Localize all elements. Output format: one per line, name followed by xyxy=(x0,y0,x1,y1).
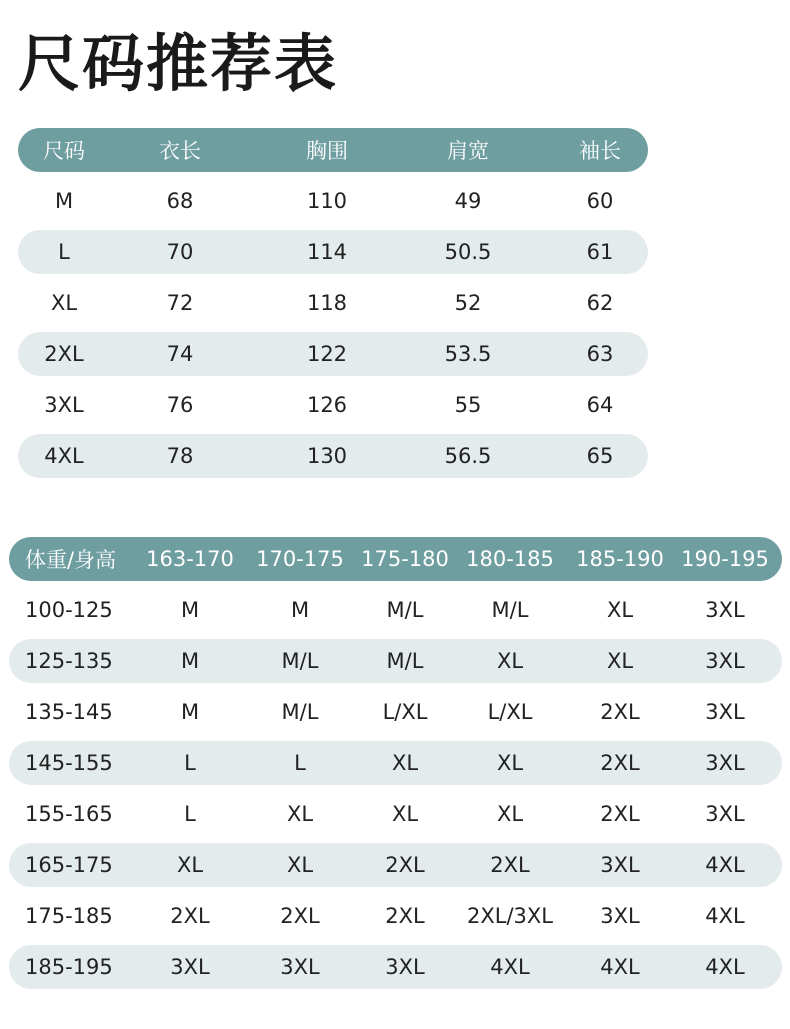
header-cell: 体重/身高 xyxy=(25,548,117,572)
table-cell: 64 xyxy=(586,393,614,417)
table-cell: 2XL xyxy=(280,904,320,928)
table-cell: 52 xyxy=(454,291,482,315)
table-cell: 65 xyxy=(586,444,614,468)
header-cell: 163-170 xyxy=(146,547,234,571)
table-cell: 3XL xyxy=(385,955,425,979)
table-cell: M xyxy=(54,189,74,213)
table-cell: 56.5 xyxy=(444,444,492,468)
table-cell: 68 xyxy=(166,189,194,213)
table-cell: 2XL xyxy=(490,853,530,877)
header-cell: 肩宽 xyxy=(447,139,489,163)
table-cell: 185-195 xyxy=(25,955,113,979)
table-cell: 3XL xyxy=(705,700,745,724)
table-cell: 55 xyxy=(454,393,482,417)
header-cell: 185-190 xyxy=(576,547,664,571)
table-cell: 62 xyxy=(586,291,614,315)
header-cell: 175-180 xyxy=(361,547,449,571)
header-cell: 180-185 xyxy=(466,547,554,571)
recommend-table-header xyxy=(9,537,782,581)
table-cell: 135-145 xyxy=(25,700,113,724)
page-title: 尺码推荐表 xyxy=(18,27,339,100)
table-cell: M/L xyxy=(491,598,529,622)
table-cell: 2XL xyxy=(600,700,640,724)
table-row xyxy=(18,434,648,478)
table-row xyxy=(18,179,648,223)
table-cell: 3XL xyxy=(600,853,640,877)
table-cell: 4XL xyxy=(490,955,530,979)
header-cell: 尺码 xyxy=(43,139,85,163)
table-cell: 3XL xyxy=(705,802,745,826)
table-cell: M/L xyxy=(386,649,424,673)
table-row xyxy=(9,894,782,938)
table-cell: XL xyxy=(286,853,314,877)
table-cell: 3XL xyxy=(170,955,210,979)
table-cell: 110 xyxy=(306,189,348,213)
table-row xyxy=(18,230,648,274)
table-cell: 114 xyxy=(306,240,348,264)
header-cell: 袖长 xyxy=(579,139,621,163)
table-cell: XL xyxy=(391,751,419,775)
table-row xyxy=(9,690,782,734)
table-cell: 175-185 xyxy=(25,904,113,928)
table-cell: 3XL xyxy=(280,955,320,979)
table-cell: 2XL xyxy=(170,904,210,928)
header-cell: 衣长 xyxy=(159,139,201,163)
table-cell: 155-165 xyxy=(25,802,113,826)
table-cell: L xyxy=(294,751,306,775)
table-cell: 4XL xyxy=(705,904,745,928)
table-cell: 100-125 xyxy=(25,598,113,622)
table-cell: XL xyxy=(286,802,314,826)
size-table-header xyxy=(18,128,648,172)
table-cell: 4XL xyxy=(705,955,745,979)
table-cell: 72 xyxy=(166,291,194,315)
table-cell: 3XL xyxy=(600,904,640,928)
header-cell: 170-175 xyxy=(256,547,344,571)
table-row xyxy=(9,741,782,785)
table-row xyxy=(9,588,782,632)
header-cell: 190-195 xyxy=(681,547,769,571)
table-cell: 165-175 xyxy=(25,853,113,877)
table-cell: L/XL xyxy=(487,700,533,724)
table-cell: 2XL xyxy=(385,853,425,877)
table-cell: 3XL xyxy=(705,751,745,775)
table-cell: 2XL xyxy=(600,751,640,775)
table-cell: M/L xyxy=(281,649,319,673)
table-cell: 2XL xyxy=(385,904,425,928)
table-row xyxy=(18,383,648,427)
table-cell: M xyxy=(180,598,200,622)
table-cell: 63 xyxy=(586,342,614,366)
table-cell: 53.5 xyxy=(444,342,492,366)
table-row xyxy=(9,792,782,836)
table-cell: XL xyxy=(50,291,78,315)
table-cell: XL xyxy=(606,598,634,622)
table-row xyxy=(9,945,782,989)
table-cell: XL xyxy=(606,649,634,673)
table-cell: XL xyxy=(496,802,524,826)
table-cell: 3XL xyxy=(705,649,745,673)
header-cell: 胸围 xyxy=(306,139,348,163)
table-cell: 61 xyxy=(586,240,614,264)
table-cell: 3XL xyxy=(44,393,84,417)
table-cell: XL xyxy=(496,751,524,775)
table-cell: XL xyxy=(176,853,204,877)
table-cell: XL xyxy=(391,802,419,826)
table-cell: 2XL xyxy=(600,802,640,826)
table-cell: 60 xyxy=(586,189,614,213)
table-cell: 4XL xyxy=(600,955,640,979)
table-cell: L/XL xyxy=(382,700,428,724)
table-cell: 4XL xyxy=(44,444,84,468)
table-cell: 2XL xyxy=(44,342,84,366)
table-cell: L xyxy=(184,802,196,826)
recommend-table xyxy=(9,537,782,989)
table-cell: L xyxy=(184,751,196,775)
table-cell: M xyxy=(290,598,310,622)
table-row xyxy=(18,332,648,376)
table-cell: 122 xyxy=(306,342,348,366)
table-cell: M xyxy=(180,649,200,673)
table-cell: 125-135 xyxy=(25,649,113,673)
table-cell: 3XL xyxy=(705,598,745,622)
table-cell: 126 xyxy=(306,393,348,417)
table-cell: 70 xyxy=(166,240,194,264)
table-cell: 2XL/3XL xyxy=(467,904,553,928)
table-cell: 118 xyxy=(306,291,348,315)
table-cell: 145-155 xyxy=(25,751,113,775)
table-cell: 50.5 xyxy=(444,240,492,264)
table-cell: M/L xyxy=(386,598,424,622)
table-cell: 49 xyxy=(454,189,482,213)
table-row xyxy=(9,639,782,683)
table-row xyxy=(18,281,648,325)
table-cell: M/L xyxy=(281,700,319,724)
table-row xyxy=(9,843,782,887)
table-cell: 74 xyxy=(166,342,194,366)
table-cell: M xyxy=(180,700,200,724)
table-cell: 76 xyxy=(166,393,194,417)
table-cell: 78 xyxy=(166,444,194,468)
table-cell: 130 xyxy=(306,444,348,468)
table-cell: XL xyxy=(496,649,524,673)
table-cell: 4XL xyxy=(705,853,745,877)
table-cell: L xyxy=(58,240,70,264)
size-table xyxy=(18,128,648,478)
